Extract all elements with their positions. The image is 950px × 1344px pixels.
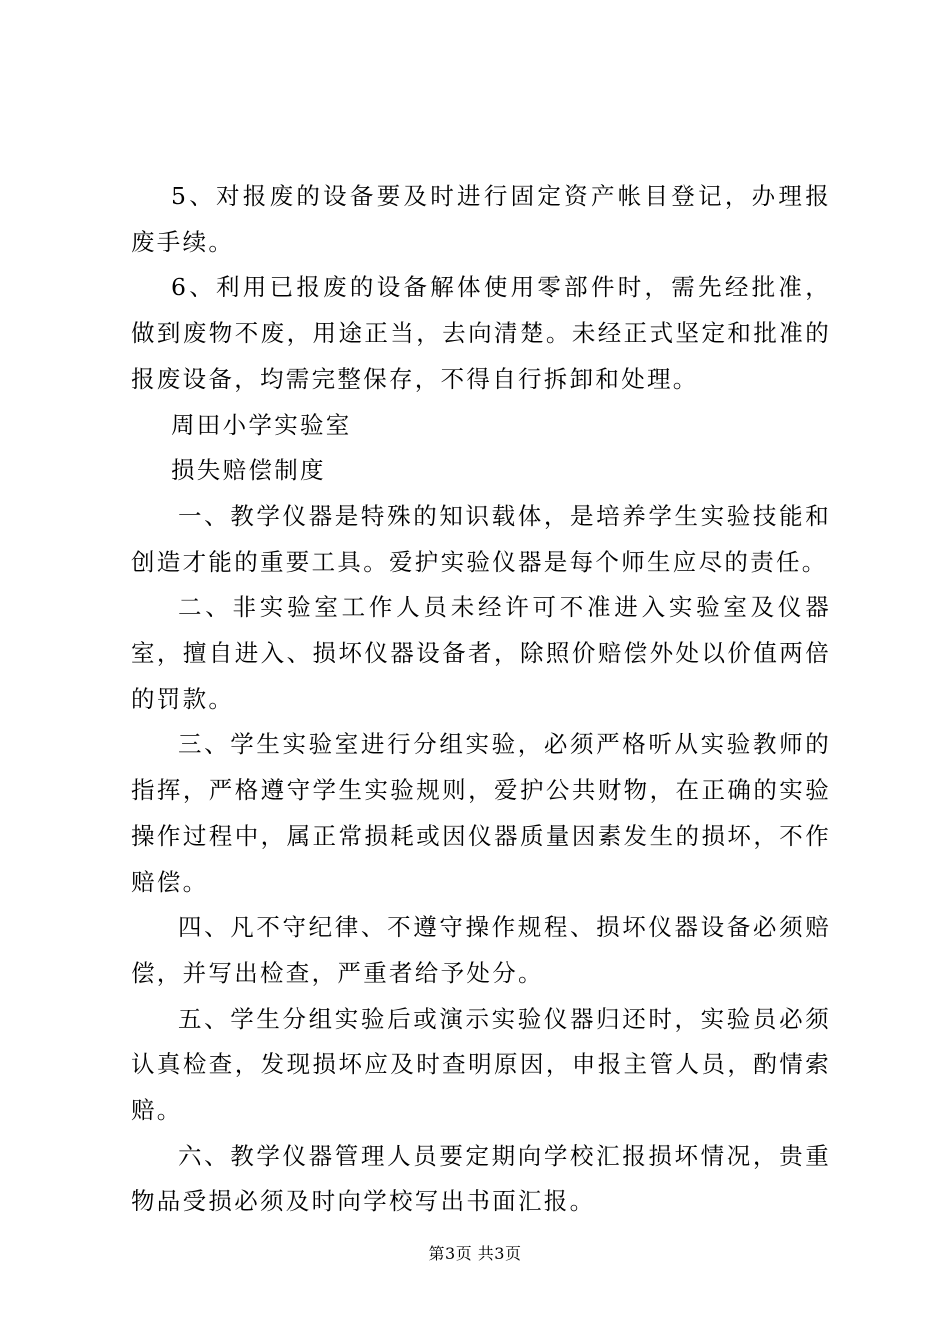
rule-paragraph-4: 四、凡不守纪律、不遵守操作规程、损坏仪器设备必须赔偿，并写出检查，严重者给予处分。 <box>131 913 831 987</box>
rule-paragraph-2: 二、非实验室工作人员未经许可不准进入实验室及仪器室，擅自进入、损坏仪器设备者，除照价赔偿外处以价值两倍的罚款。 <box>131 593 831 713</box>
page-number-footer: 第3页 共3页 <box>428 1244 522 1263</box>
paragraph-item-5-scrap-registration: 5、对报废的设备要及时进行固定资产帐目登记，办理报废手续。 <box>131 182 831 256</box>
rule-paragraph-5: 五、学生分组实验后或演示实验仪器归还时，实验员必须认真检查，发现损坏应及时查明原因，申报主管人员，酌情索赔。 <box>131 1004 831 1125</box>
rule-paragraph-3: 三、学生实验室进行分组实验，必须严格听从实验教师的指挥，严格遵守学生实验规则，爱护公共财物，在正确的实验操作过程中，属正常损耗或因仪器质量因素发生的损坏，不作赔偿。 <box>131 730 831 896</box>
paragraph-item-6-scrap-parts-use: 6、利用已报废的设备解体使用零部件时，需先经批准，做到废物不废，用途正当，去向清楚。未经正式坚定和批准的报废设备，均需完整保存，不得自行拆卸和处理。 <box>131 273 831 393</box>
rule-paragraph-1: 一、教学仪器是特殊的知识载体，是培养学生实验技能和创造才能的重要工具。爱护实验仪器是每个师生应尽的责任。 <box>131 501 831 576</box>
section-heading-school-lab: 周田小学实验室 <box>171 410 352 439</box>
section-heading-compensation-rules: 损失赔偿制度 <box>171 456 326 485</box>
document-body <box>131 174 831 1225</box>
rule-paragraph-6: 六、教学仪器管理人员要定期向学校汇报损坏情况，贵重物品受损必须及时向学校写出书面汇报。 <box>131 1141 831 1216</box>
